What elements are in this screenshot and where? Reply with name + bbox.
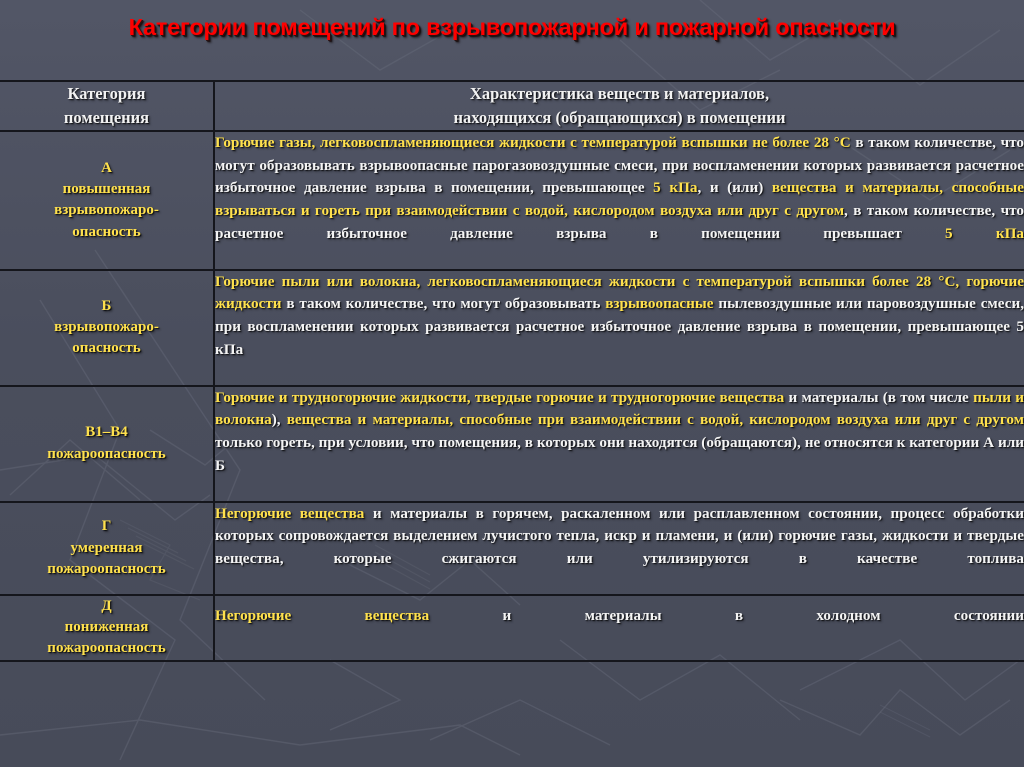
table-row xyxy=(0,131,1024,270)
table-header-row xyxy=(0,81,1024,131)
highlighted-text: 5 кПа xyxy=(945,225,1024,243)
description-text xyxy=(215,605,1024,651)
table-row xyxy=(0,270,1024,386)
description-text xyxy=(215,503,1024,594)
category-sublabel-2: пожароопасность xyxy=(47,640,166,657)
category-sublabel-1: взрывопожаро- xyxy=(54,318,159,335)
category-label xyxy=(0,158,213,243)
highlighted-text: Негорючие вещества xyxy=(215,504,365,522)
category-letter: Д xyxy=(101,597,112,614)
categories-table xyxy=(0,80,1024,662)
description-cell xyxy=(214,270,1024,386)
highlighted-text: вещества и материалы, способные взрываться и гореть при взаимодействии с водой, кислородом воздуха или друг с другом xyxy=(215,179,1024,220)
category-label xyxy=(0,296,213,360)
category-sublabel-2: пожароопасность xyxy=(47,560,166,577)
header-category-line2: помещения xyxy=(63,107,150,127)
plain-text: и материалы в холодном состоянии xyxy=(429,606,1024,624)
description-cell xyxy=(214,595,1024,661)
table-row xyxy=(0,595,1024,661)
table-row xyxy=(0,502,1024,595)
plain-text: в таком количестве, что могут образовывать взрывоопасные парогазовоздушные смеси, при воспламенении которых развивается расчетное избыточное давление взрыва в помещении, превышающее xyxy=(215,133,1024,197)
header-description-line2: находящихся (обращающихся) в помещении xyxy=(453,107,786,127)
description-cell xyxy=(214,386,1024,502)
category-label xyxy=(0,596,213,660)
plain-text: в таком количестве, что могут образовывать xyxy=(281,295,606,313)
category-letter: Б xyxy=(101,297,112,314)
plain-text: и материалы (в том числе xyxy=(784,388,974,406)
header-cell-description xyxy=(214,81,1024,131)
table-row xyxy=(0,386,1024,502)
category-sublabel-1: пожароопасность xyxy=(47,445,166,462)
slide-title-text: Категории помещений по взрывопожарной и пожарной опасности xyxy=(128,14,896,40)
plain-text: и материалы в горячем, раскаленном или расплавленном состоянии, процесс обработки которых сопровождается выделением лучистого тепла, искр и пламени, и (или) горючие газы, жидкости и твердые вещества, которые сжигаются или утилизируются в качестве топлива xyxy=(215,504,1024,568)
category-letter: А xyxy=(101,159,112,176)
description-text xyxy=(215,132,1024,269)
category-cell xyxy=(0,386,214,502)
header-category-line1: Категория xyxy=(67,84,146,103)
category-sublabel-2: опасность xyxy=(72,340,141,357)
category-cell xyxy=(0,270,214,386)
category-label xyxy=(0,422,213,465)
plain-text: только гореть, при условии, что помещения, в которых они находятся (обращаются), не относятся к категории А или Б xyxy=(215,434,1024,474)
highlighted-text: Горючие и трудногорючие жидкости, твердые горючие и трудногорючие вещества xyxy=(215,388,785,406)
slide-title xyxy=(0,14,1024,41)
highlighted-text: взрывоопасные xyxy=(605,295,714,313)
category-label xyxy=(0,516,213,580)
description-cell xyxy=(214,502,1024,595)
category-cell xyxy=(0,502,214,595)
description-text xyxy=(215,271,1024,385)
highlighted-text: пыли и волокна xyxy=(215,388,1024,429)
table-body xyxy=(0,131,1024,661)
category-sublabel-2: взрывопожаро- xyxy=(54,202,159,219)
highlighted-text: Горючие газы, легковоспламеняющиеся жидкости с температурой вспышки не более 28 °C xyxy=(215,133,851,151)
category-letter: В1–В4 xyxy=(85,424,128,441)
description-cell xyxy=(214,131,1024,270)
plain-text: ), xyxy=(271,411,287,429)
highlighted-text: вещества и материалы, способные при взаимодействии с водой, кислородом воздуха или друг с другом xyxy=(286,411,1024,429)
category-sublabel-1: умеренная xyxy=(70,539,143,556)
plain-text: пылевоздушные или паровоздушные смеси, при воспламенении которых развивается расчетное избыточное давление взрыва в помещении, превышающее 5 кПа xyxy=(215,295,1024,359)
plain-text: , и (или) xyxy=(697,179,772,197)
category-letter: Г xyxy=(101,518,112,535)
category-cell xyxy=(0,595,214,661)
category-sublabel-3: опасность xyxy=(72,223,141,240)
category-sublabel-1: пониженная xyxy=(64,619,149,636)
highlighted-text: Негорючие вещества xyxy=(215,606,430,624)
category-sublabel-1: повышенная xyxy=(62,180,151,197)
highlighted-text: Горючие пыли или волокна, легковоспламеняющиеся жидкости с температурой вспышки более 28 °C, горючие жидкости xyxy=(215,272,1024,313)
header-description-line1: Характеристика веществ и материалов, xyxy=(469,84,770,103)
description-text xyxy=(215,387,1024,501)
highlighted-text: 5 кПа xyxy=(653,179,698,197)
header-cell-category xyxy=(0,81,214,131)
plain-text: , в таком количестве, что расчетное избыточное давление взрыва в помещении превышает xyxy=(215,202,1024,243)
category-cell xyxy=(0,131,214,270)
